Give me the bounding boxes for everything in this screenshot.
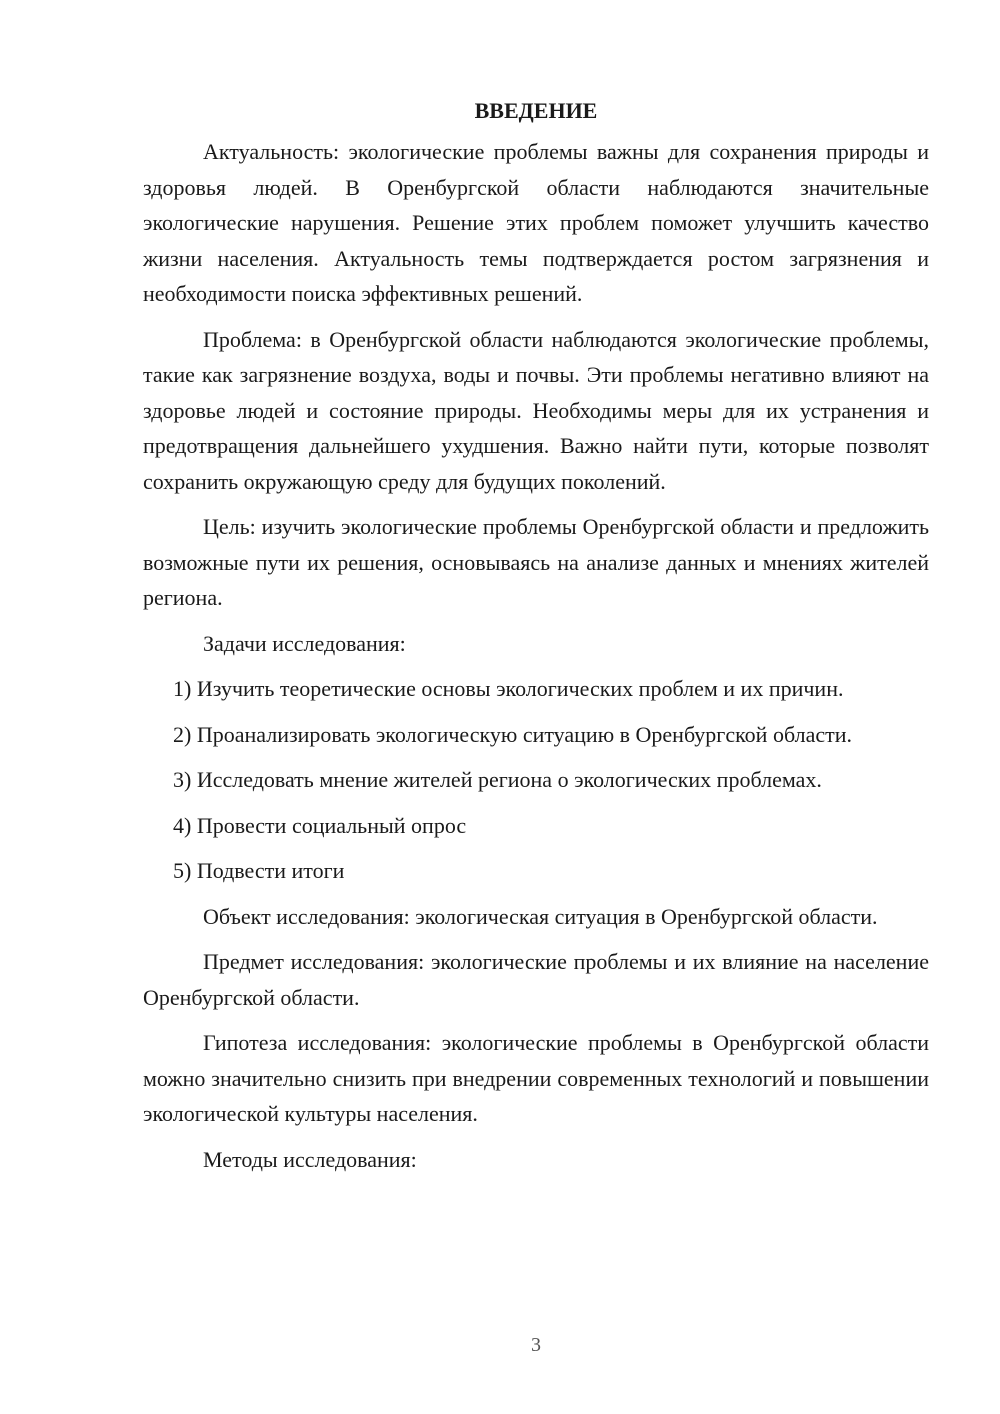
paragraph-goal: Цель: изучить экологические проблемы Оренбургской области и предложить возможные пути их решения, основываясь на анализе данных и мнениях жителей региона.	[143, 514, 929, 610]
paragraph-problem: Проблема: в Оренбургской области наблюдаются экологические проблемы, такие как загрязнение воздуха, воды и почвы. Эти проблемы негативно влияют на здоровье людей и состояние природы. Необходимы меры для их устранения и предотвращения дальнейшего ухудшения. Важно найти пути, которые позволят сохранить окружающую среду для будущих поколений.	[143, 326, 929, 494]
page-number: 3	[531, 1334, 541, 1356]
list-item-task-3: 3) Исследовать мнение жителей региона о экологических проблемах.	[173, 767, 822, 792]
paragraph-methods: Методы исследования:	[203, 1146, 417, 1172]
paragraph-relevance: Актуальность: экологические проблемы важны для сохранения природы и здоровья людей. В Оренбургской области наблюдаются значительные экологические нарушения. Решение этих проблем поможет улучшить качество жизни населения. Актуальность темы подтверждается ростом загрязнения и необходимости поиска эффективных решений.	[143, 139, 929, 306]
paragraph-subject: Предмет исследования: экологические проблемы и их влияние на население Оренбургской области.	[143, 949, 929, 1010]
paragraph-hypothesis: Гипотеза исследования: экологические проблемы в Оренбургской области можно значительно снизить при внедрении современных технологий и повышении экологической культуры населения.	[143, 1030, 929, 1126]
document-body	[143, 96, 929, 1187]
paragraph-tasks-heading: Задачи исследования:	[203, 630, 406, 656]
list-item-task-2: 2) Проанализировать экологическую ситуацию в Оренбургской области.	[173, 721, 852, 747]
section-title: ВВЕДЕНИЕ	[474, 98, 598, 123]
list-item-task-5: 5) Подвести итоги	[173, 858, 345, 883]
list-item-task-4: 4) Провести социальный опрос	[173, 812, 467, 838]
paragraph-object: Объект исследования: экологическая ситуация в Оренбургской области.	[203, 903, 878, 929]
list-item-task-1: 1) Изучить теоретические основы экологических проблем и их причин.	[173, 676, 844, 701]
